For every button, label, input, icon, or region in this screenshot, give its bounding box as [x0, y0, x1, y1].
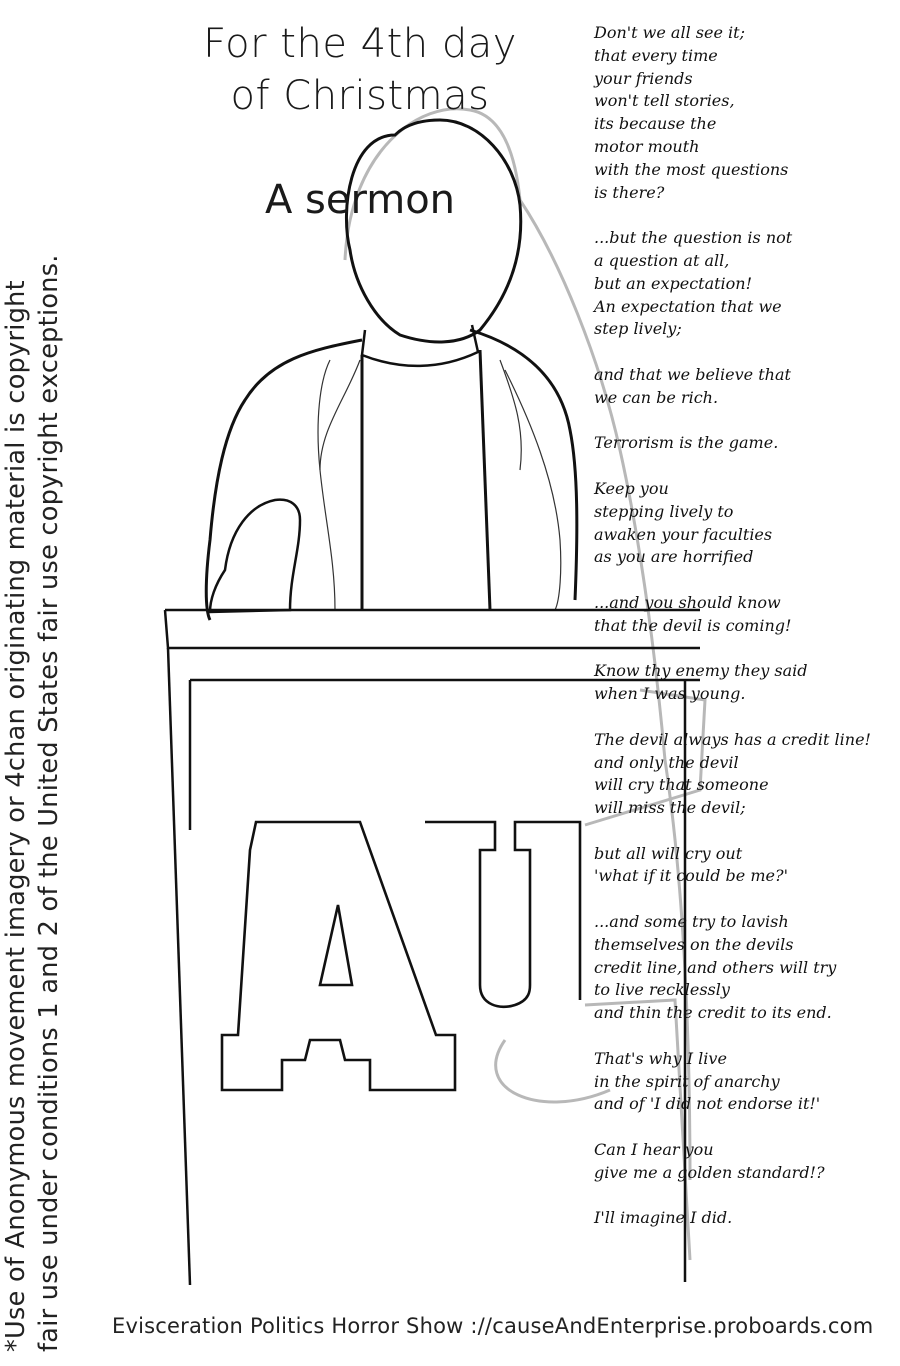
- footer-credit: Evisceration Politics Horror Show ://causeAndEnterprise.proboards.com: [112, 1314, 874, 1338]
- torso-outline: [206, 330, 577, 620]
- title-line-2: of Christmas: [230, 73, 490, 119]
- au-logo: [222, 822, 580, 1090]
- jacket-details: [318, 360, 561, 610]
- sermon-poem: Don't we all see it; that every time your friends won't tell stories, its because the motor mouth with the most questions is there? ...but the question is not a question at all, but an expectation! An expectation that we step lively; and that we believe that we can be rich. Terrorism is the game. Keep you stepping lively to awaken your faculties as you are horrified ...and you should know that the devil is coming! Know thy enemy they said when I was young. The devil always has a credit line! and only the devil will cry that someone will miss the devil; but all will cry out 'what if it could be me?' ...and some try to lavish themselves on the devils credit line, and others will try to live recklessly and thin the credit to its end. That's why I live in the spirit of anarchy and of 'I did not endorse it!' Can I hear you give me a golden standard!? I'll imagine I did.: [594, 23, 871, 1228]
- subtitle: A sermon: [264, 177, 456, 223]
- page-title: [150, 18, 570, 122]
- copyright-side-note: [0, 0, 90, 1366]
- title-line-1: For the 4th day: [203, 21, 517, 67]
- collar-outline: [362, 325, 478, 366]
- hand-outline: [210, 500, 300, 612]
- head-outline: [346, 120, 520, 342]
- side-note-line-2: fair use under conditions 1 and 2 of the United States fair use copyright exceptions.: [34, 254, 64, 1352]
- side-note-line-1: *Use of Anonymous movement imagery or 4chan originating material is copyright: [1, 280, 31, 1352]
